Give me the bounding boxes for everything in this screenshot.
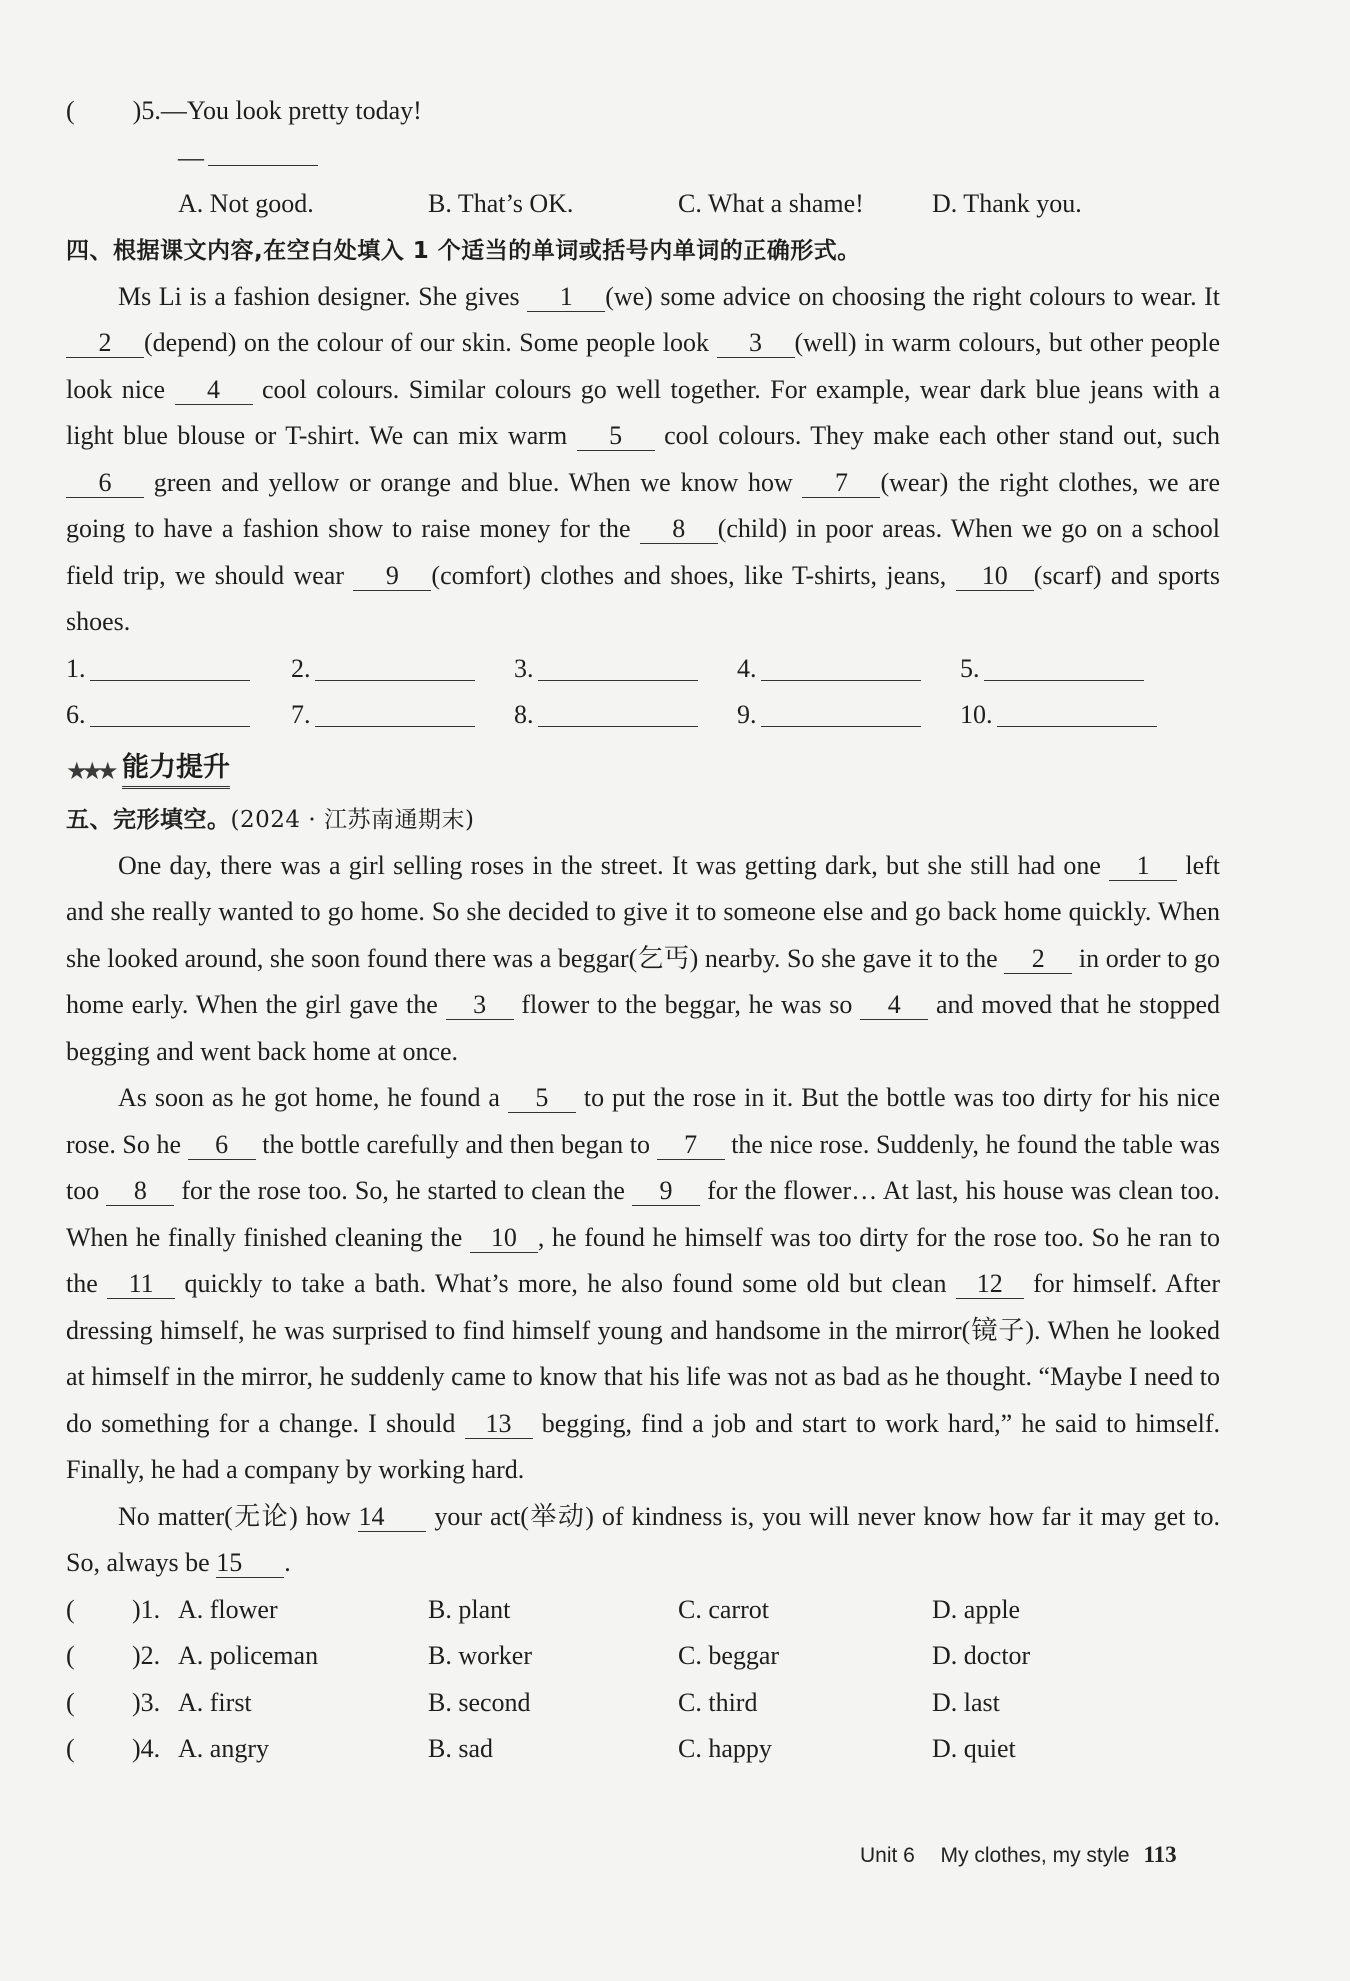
cloze-question-4 <box>66 1726 1220 1773</box>
answer-field-1[interactable] <box>90 650 250 681</box>
answer-paren-open: ( <box>66 1734 75 1763</box>
blank-8[interactable]: 8 <box>640 515 718 544</box>
cloze-blank-14[interactable]: 14 <box>358 1503 426 1532</box>
cloze-blank-13[interactable]: 13 <box>465 1410 533 1439</box>
page-footer <box>860 1842 1177 1868</box>
answer-field-3[interactable] <box>538 650 698 681</box>
option-b[interactable]: B. sad <box>428 1734 493 1763</box>
cloze-blank-11[interactable]: 11 <box>107 1270 175 1299</box>
option-d[interactable]: D. doctor <box>932 1641 1031 1670</box>
blank-7[interactable]: 7 <box>802 469 880 498</box>
stars-icon: ★★★ <box>66 756 113 785</box>
q5-prompt: —You look pretty today! <box>160 96 422 125</box>
cloze-paragraph-3: No matter(无论) how 14 your act(举动) of kindness is, you will never know how far it may get to. So, always be 15 . <box>66 1501 1221 1577</box>
answer-paren-open: ( <box>66 1641 75 1670</box>
reply-blank[interactable] <box>208 165 318 166</box>
option-b[interactable]: B. second <box>428 1687 531 1717</box>
q5-option-c[interactable]: C. What a shame! <box>678 189 864 218</box>
option-d[interactable]: D. last <box>932 1687 1000 1717</box>
blank-9[interactable]: 9 <box>353 562 431 591</box>
q5-options <box>66 181 1220 228</box>
cloze-blank-5[interactable]: 5 <box>508 1084 576 1113</box>
q5-number: )5. <box>132 96 161 125</box>
q5-prompt-line <box>66 88 1220 135</box>
option-c[interactable]: C. third <box>678 1687 758 1717</box>
section-title-ability <box>66 743 1220 795</box>
cloze-question-1 <box>66 1587 1220 1634</box>
blank-6[interactable]: 6 <box>66 469 144 498</box>
option-c[interactable]: C. happy <box>678 1734 772 1763</box>
section-title-text: 能力提升 <box>122 745 230 789</box>
option-d[interactable]: D. quiet <box>932 1734 1016 1763</box>
question-number: )1. <box>132 1594 161 1624</box>
page-content <box>66 88 1220 1773</box>
question-number: )2. <box>132 1641 161 1670</box>
answer-paren-open: ( <box>66 1594 75 1624</box>
section5-source: (2024 · 江苏南通期末) <box>230 806 475 833</box>
option-c[interactable]: C. carrot <box>678 1594 769 1624</box>
cloze-blank-12[interactable]: 12 <box>956 1270 1024 1299</box>
cloze-blank-8[interactable]: 8 <box>106 1177 174 1206</box>
section4-heading: 四、根据课文内容,在空白处填入 1 个适当的单词或括号内单词的正确形式。 <box>66 237 861 264</box>
answer-row-1: 1. 2. 3. 4. 5. <box>66 646 1220 693</box>
footer-unit: Unit 6 <box>860 1844 915 1867</box>
cloze-paragraph-2: As soon as he got home, he found a 5 to put the rose in it. But the bottle was too dirty for his nice rose. So he 6 the bottle carefully and then began to 7 the nice rose. Suddenly, he found the table was too 8 for the rose too. So, he started to clean the 9 for the flower… At last, his house was clean too. When he finally finished cleaning the 10 , he found he himself was too dirty for the rose too. So he ran to the 11 quickly to take a bath. What’s more, he also found some old but clean 12 for himself. After dressing himself, he was surprised to find himself young and handsome in the mirror(镜子). When he looked at himself in the mirror, he suddenly came to know that his life was not as bad as he thought. “Maybe I need to do something for a change. I should 13 begging, find a job and start to work hard,” he said to himself. Finally, he had a company by working hard. <box>66 1083 1221 1484</box>
q5-option-a[interactable]: A. Not good. <box>178 189 314 218</box>
cloze-blank-10[interactable]: 10 <box>470 1224 538 1253</box>
option-a[interactable]: A. policeman <box>178 1641 319 1670</box>
blank-4[interactable]: 4 <box>175 376 253 405</box>
answer-paren-open: ( <box>66 1687 75 1717</box>
blank-1[interactable]: 1 <box>527 283 605 312</box>
option-b[interactable]: B. worker <box>428 1641 532 1670</box>
option-b[interactable]: B. plant <box>428 1594 511 1624</box>
answer-field-9[interactable] <box>761 696 921 727</box>
q5-option-b[interactable]: B. That’s OK. <box>428 189 574 218</box>
answer-field-4[interactable] <box>761 650 921 681</box>
blank-2[interactable]: 2 <box>66 329 144 358</box>
cloze-blank-9[interactable]: 9 <box>632 1177 700 1206</box>
cloze-blank-6[interactable]: 6 <box>188 1131 256 1160</box>
reply-dash: — <box>178 142 204 172</box>
blank-5[interactable]: 5 <box>577 422 655 451</box>
cloze-question-2 <box>66 1633 1220 1680</box>
cloze-blank-7[interactable]: 7 <box>657 1131 725 1160</box>
option-d[interactable]: D. apple <box>932 1594 1021 1624</box>
cloze-blank-3[interactable]: 3 <box>446 991 514 1020</box>
q5-option-d[interactable]: D. Thank you. <box>932 189 1082 218</box>
section4-passage: Ms Li is a fashion designer. She gives 1 (we) some advice on choosing the right colours to wear. It 2 (depend) on the colour of our skin. Some people look 3 (well) in warm colours, but other people look nice 4 cool colours. Similar colours go well together. For example, wear dark blue jeans with a light blue blouse or T-shirt. We can mix warm 5 cool colours. They make each other stand out, such 6 green and yellow or orange and blue. When we know how 7 (wear) the right clothes, we are going to have a fashion show to raise money for the 8 (child) in poor areas. When we go on a school field trip, we should wear 9 (comfort) clothes and shoes, like T-shirts, jeans, 10 (scarf) and sports shoes. <box>66 281 1220 636</box>
cloze-blank-2[interactable]: 2 <box>1004 945 1072 974</box>
q5-reply-line <box>66 135 1220 182</box>
option-a[interactable]: A. flower <box>178 1594 278 1624</box>
blank-10[interactable]: 10 <box>956 562 1034 591</box>
section5-heading: 五、完形填空。(2024 · 江苏南通期末) <box>66 806 475 833</box>
answer-field-10[interactable] <box>997 696 1157 727</box>
cloze-question-3 <box>66 1680 1220 1727</box>
option-a[interactable]: A. first <box>178 1687 252 1717</box>
cloze-blank-15[interactable]: 15 <box>216 1549 284 1578</box>
blank-3[interactable]: 3 <box>717 329 795 358</box>
cloze-blank-1[interactable]: 1 <box>1109 852 1177 881</box>
question-number: )3. <box>132 1687 161 1717</box>
footer-title: My clothes, my style <box>940 1844 1130 1867</box>
option-a[interactable]: A. angry <box>178 1734 269 1763</box>
question-number: )4. <box>132 1734 161 1763</box>
answer-field-6[interactable] <box>90 696 250 727</box>
answer-field-5[interactable] <box>984 650 1144 681</box>
answer-paren-open: ( <box>66 96 75 125</box>
option-c[interactable]: C. beggar <box>678 1641 780 1670</box>
answer-row-2: 6. 7. 8. 9. 10. <box>66 692 1220 739</box>
answer-field-8[interactable] <box>538 696 698 727</box>
cloze-blank-4[interactable]: 4 <box>860 991 928 1020</box>
answer-field-2[interactable] <box>315 650 475 681</box>
cloze-paragraph-1: One day, there was a girl selling roses in the street. It was getting dark, but she still had one 1 left and she really wanted to go home. So she decided to give it to someone else and go back home quickly. When she looked around, she soon found there was a beggar(乞丐) nearby. So she gave it to the 2 in order to go home early. When the girl gave the 3 flower to the beggar, he was so 4 and moved that he stopped begging and went back home at once. <box>66 850 1220 1066</box>
page-number: 113 <box>1143 1842 1177 1867</box>
answer-field-7[interactable] <box>315 696 475 727</box>
